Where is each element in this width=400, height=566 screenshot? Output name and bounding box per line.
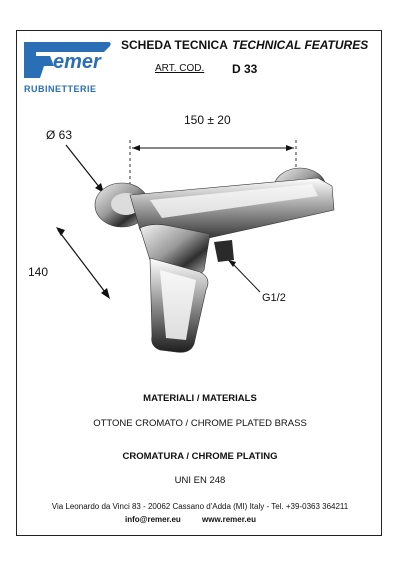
logo-subtitle: RUBINETTERIE — [24, 84, 97, 94]
plating-title: CROMATURA / CHROME PLATING — [122, 451, 278, 462]
title-italian: SCHEDA TECNICA — [121, 38, 228, 52]
materials-title: MATERIALI / MATERIALS — [143, 393, 257, 404]
dimension-thread: G1/2 — [262, 292, 286, 304]
art-code-label: ART. COD. — [155, 63, 205, 74]
dimension-depth: 140 — [28, 265, 49, 279]
art-code-value: D 33 — [232, 62, 258, 76]
footer-address: Via Leonardo da Vinci 83 - 20062 Cassano d'Adda (MI) Italy - Tel. +39-0363 364211 — [51, 502, 349, 511]
footer-email[interactable]: info@remer.eu — [125, 515, 181, 524]
plating-value: UNI EN 248 — [174, 475, 226, 486]
title-english: TECHNICAL FEATURES — [232, 38, 369, 52]
materials-value: OTTONE CROMATO / CHROME PLATED BRASS — [93, 418, 307, 429]
dimension-diameter: Ø 63 — [46, 128, 73, 142]
dimension-width: 150 ± 20 — [184, 113, 231, 127]
svg-text:emer: emer — [53, 51, 101, 73]
footer-website[interactable]: www.remer.eu — [202, 515, 256, 524]
